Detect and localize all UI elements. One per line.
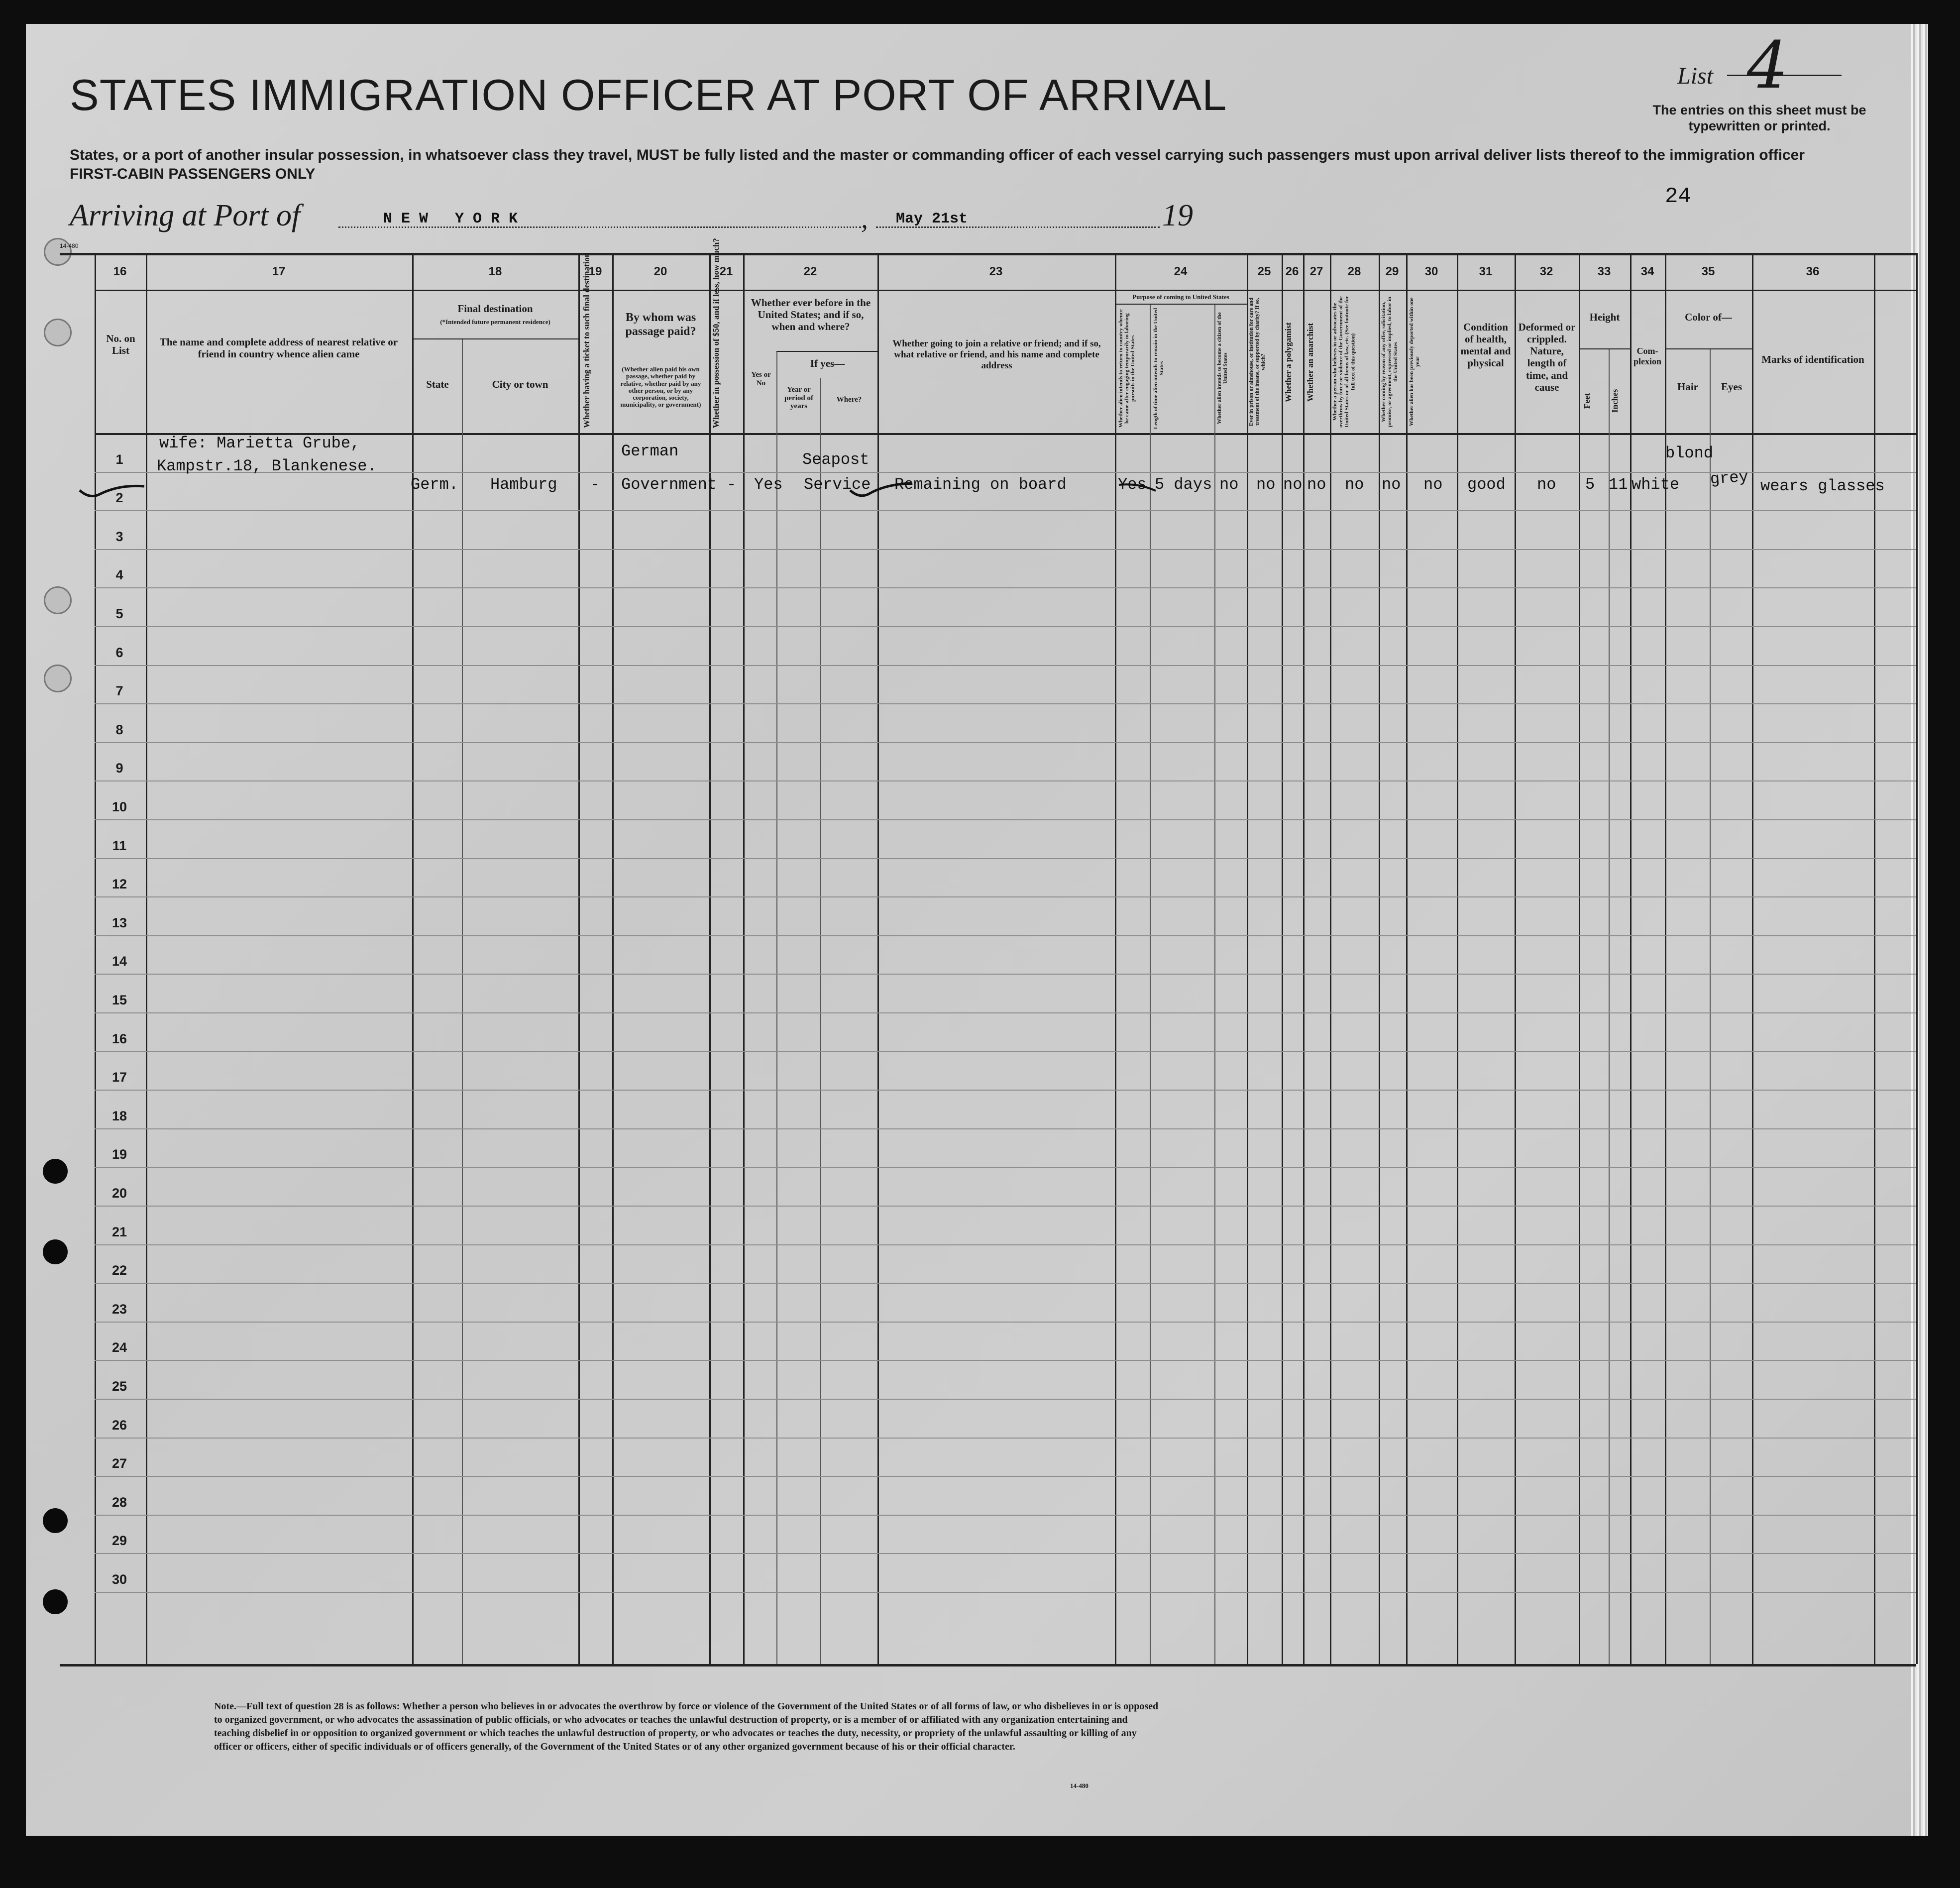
col-number: 21 [719,265,733,278]
col-number: 30 [1424,265,1438,278]
form-number-small: 14-480 [60,242,79,249]
col-number: 16 [113,265,127,278]
hdr-ticket: Whether having a ticket to such final destination [582,252,591,428]
comma: , [861,204,868,234]
col-number: 36 [1806,265,1820,278]
hdr-q28: Whether a person who believes in or advocates the overthrow by force or violence of the Government of the United States or of all forms of law, etc. (See footnote for full text of this question) [1332,296,1356,428]
entry-paid-line2: Government [621,475,717,494]
col-border [1710,348,1711,1664]
row-line [95,780,1916,781]
hdr-polygamist: Whether a polygamist [1284,322,1293,402]
form-title: STATES IMMIGRATION OFFICER AT PORT OF ARRIVAL [70,70,1227,119]
row-number: 9 [115,761,123,776]
row-number: 3 [115,529,123,544]
footnote-form-number: 14-480 [1070,1782,1089,1789]
row-line [95,1553,1916,1554]
row-number: 19 [111,1147,127,1162]
hdr-passage-note: (Whether alien paid his own passage, whether paid by relative, whether paid by any other person, or by any corporation, society, municipality, or government) [620,365,701,409]
col-border [1630,253,1632,1664]
hdr-feet: Feet [1582,393,1592,409]
col-border [412,253,414,1664]
first-cabin-label: FIRST-CABIN PASSENGERS ONLY [70,166,316,182]
row-number: 7 [115,683,123,698]
entry-q28: no [1345,475,1364,494]
col-number: 31 [1479,265,1493,278]
col-border [1874,253,1875,1664]
col-border [1609,348,1610,1664]
entry-ever-before: Yes [754,475,783,494]
col-number: 18 [488,265,502,278]
col-number: 22 [803,265,817,278]
row-line [95,858,1916,859]
hdr-no-on-list: No. on List [106,333,135,357]
binder-hole [43,1239,68,1264]
check-mark-icon [846,475,916,505]
col-border [1515,253,1516,1664]
col-number: 20 [653,265,667,278]
col-border [1752,253,1753,1664]
row-number: 13 [111,915,127,930]
row-number: 5 [115,606,123,621]
subheader-divider [776,351,877,352]
col-number: 27 [1309,265,1323,278]
row-line [95,1090,1916,1091]
entry-feet: 5 [1585,475,1595,494]
col-number: 23 [989,265,1003,278]
hdr-hair: Hair [1677,381,1698,393]
entry-complexion: white [1632,475,1680,494]
col-border [1303,253,1305,1664]
port-value: N E W Y O R K [383,211,518,227]
hdr-q30: Whether alien has been previously deported within one year [1409,297,1421,427]
col-border [820,378,821,1664]
row-line [95,935,1916,936]
col-number: 24 [1174,265,1188,278]
col-number: 29 [1385,265,1399,278]
row-number: 26 [111,1418,127,1433]
entry-relative-line2: Kampstr.18, Blankenese. [157,457,377,475]
col-number: 32 [1539,265,1553,278]
col-border [462,338,463,1664]
hdr-height: Height [1589,311,1620,323]
entry-citizen: no [1219,475,1239,494]
row-line [95,1167,1916,1168]
col-border [1282,253,1283,1664]
header-bottom-border [95,433,1916,435]
hdr-prison: Ever in prison or almshouse, or institution for care and treatment of the insane, or supported by charity? If so, which? [1248,297,1267,427]
table-top-border [60,253,1916,255]
row-number: 8 [115,722,123,737]
row-line [95,1438,1916,1439]
hdr-color-of: Color of— [1685,311,1732,323]
row-number: 21 [111,1224,127,1239]
binder-hole [43,1589,68,1614]
row-number: 11 [112,838,127,853]
row-number: 10 [111,799,127,814]
hdr-if-yes: If yes— [810,357,845,369]
row-number: 30 [111,1572,127,1587]
row-number: 23 [111,1302,127,1317]
col-border [709,253,711,1664]
row-line [95,819,1916,820]
footnote-question-28: Note.—Full text of question 28 is as follows: Whether a person who believes in or advocates the overthrow by force or violence of the Government of the United States or of all forms of law, or who disbelieves in or is opposed to organized government, or who advocates the assassination of public officials, or who advocates or teaches the unlawful destruction of property, or is a member of or affiliated with any organization entertaining and teaching disbelief in or opposition to organized government or which teaches the unlawful destruction of property, or who advocates or teaches the duty, necessity, or propriety of the unlawful assaulting or killing of any officer or officers, either of specific individuals or of officers generally, of the Government of the United States or of any other organized government because of his or their official character. [214,1701,1159,1752]
row-line [95,549,1916,550]
row-number: 12 [111,877,127,891]
row-line [95,510,1916,511]
row-number: 16 [111,1031,127,1046]
hdr-city: City or town [492,378,548,390]
row-number: 4 [115,567,123,582]
entry-relative-line1: wife: Marietta Grube, [159,434,360,452]
col-number: 17 [272,265,286,278]
entry-ticket: - [590,475,600,494]
hdr-inches: Inches [1610,389,1620,413]
table-bottom-border [60,1664,1916,1666]
row-number: 22 [111,1263,127,1278]
row-line [95,742,1916,743]
hdr-anarchist: Whether an anarchist [1306,323,1315,402]
page-stack-edge [1911,24,1928,1836]
row-line [95,1051,1916,1052]
sheet-instruction-note: The entries on this sheet must be typewritten or printed. [1652,103,1866,134]
binder-hole [44,319,72,346]
row-line [95,1206,1916,1207]
hdr-final-destination: Final destination [457,303,533,315]
row-line [95,1476,1916,1477]
hdr-where: Where? [836,396,862,404]
list-number: 4 [1747,27,1788,103]
hdr-marks: Marks of identification [1761,353,1864,365]
col-border [1665,253,1666,1664]
subheader-divider [412,338,578,339]
manifest-sheet [26,24,1922,1836]
row-number: 14 [111,954,127,969]
row-number: 25 [111,1379,127,1394]
binder-hole [43,1159,68,1184]
hdr-deformed: Deformed or crippled. Nature, length of time, and cause [1518,321,1576,393]
row-number: 27 [111,1456,127,1471]
row-line [95,1515,1916,1516]
hdr-nearest-relative: The name and complete address of nearest relative or friend in country whence alien came [159,336,398,360]
row-line [95,1399,1916,1400]
col-border [776,351,777,1664]
binder-hole [43,1508,68,1533]
col-border [743,253,745,1664]
check-mark-icon [75,475,149,505]
hdr-purpose-citizen: Whether alien intends to become a citizen of the United States [1216,312,1229,425]
hdr-final-destination-note: (*Intended future permanent residence) [440,318,550,326]
list-label: List [1677,63,1714,89]
row-number: 2 [115,490,123,505]
col-border [1457,253,1458,1664]
col-number: 26 [1285,265,1299,278]
row-number: 15 [111,993,127,1007]
entry-inches: 11 [1609,475,1628,494]
row-number: 29 [111,1533,127,1548]
row-number: 28 [111,1495,127,1510]
date-value: May 21st [896,211,968,227]
entry-health: good [1467,475,1506,494]
colnum-divider [95,290,1916,291]
entry-possession: - [727,475,737,494]
hdr-purpose: Purpose of coming to United States [1132,293,1229,301]
row-line [95,1012,1916,1013]
row-line [95,587,1916,588]
row-line [95,896,1916,897]
col-border [1330,253,1331,1664]
row-line [95,1360,1916,1361]
col-border [146,253,147,1664]
instructions-text: States, or a port of another insular possession, in whatsoever class they travel, MUST be fully listed and the master or commanding officer of each vessel carrying such passengers must upon arrival deliver lists thereof to the immigration officer [70,147,1805,163]
hdr-purpose-length: Length of time alien intends to remain in the United States [1153,308,1165,429]
entry-paid-line1: German [621,442,679,460]
hdr-year-period: Year or period of years [784,386,813,410]
col-border [1214,304,1215,1664]
col-border [578,253,580,1664]
col-number: 35 [1701,265,1715,278]
col-border [1916,253,1918,1664]
hdr-passage-paid: By whom was passage paid? [625,311,696,338]
strike-through-mark [1118,478,1158,498]
entry-q29: no [1382,475,1401,494]
row-number: 6 [115,645,123,660]
entry-city: Hamburg [490,475,557,494]
col-number: 34 [1640,265,1654,278]
entry-deformed: no [1537,475,1556,494]
arriving-label: Arriving at Port of [70,199,301,232]
row-line [95,665,1916,666]
hdr-joining: Whether going to join a relative or friend; and if so, what relative or friend, and his name and complete address [892,338,1101,371]
entry-state: Germ. [411,475,459,494]
row-line [95,703,1916,704]
col-number: 25 [1257,265,1271,278]
col-border [1150,304,1151,1664]
hdr-state: State [426,378,449,390]
row-number: 1 [115,452,123,467]
hdr-possession-50: Whether in possession of $50, and if less, how much? [711,238,721,428]
row-line [95,974,1916,975]
binder-hole [44,665,72,692]
binder-hole [44,586,72,614]
col-border [877,253,879,1664]
hdr-health: Condition of health, mental and physical [1460,321,1511,369]
hdr-purpose-return: Whether alien intends to return to country whence he came after engaging temporarily in laboring pursuits in the United States [1118,309,1136,428]
row-line [95,1244,1916,1245]
row-line [95,1592,1916,1593]
row-line [95,626,1916,627]
col-border [612,253,614,1664]
entry-eyes: grey [1709,467,1749,489]
col-border [1406,253,1408,1664]
hdr-ever-before: Whether ever before in the United States; and if so, when and where? [751,297,871,333]
row-number: 24 [111,1340,127,1355]
entry-purpose-return: Yes [1118,475,1147,494]
row-number: 18 [111,1109,127,1123]
col-border [1247,253,1248,1664]
entry-q30: no [1423,475,1443,494]
hdr-complexion: Com- plexion [1633,346,1661,366]
subheader-divider [1115,304,1247,305]
hdr-q29: Whether coming by reason of any offer, solicitation, promise, or agreement, expressed or implied, to labor in the United States [1381,297,1399,427]
year-suffix: 24 [1665,184,1691,209]
col-number: 19 [588,265,602,278]
hdr-eyes: Eyes [1721,381,1742,393]
row-line [95,1128,1916,1129]
entry-length: 5 days [1155,475,1212,494]
col-border [1579,253,1580,1664]
entry-anarchist: no [1307,475,1326,494]
entry-prison: no [1256,475,1276,494]
col-border [95,253,96,1664]
row-line [95,1322,1916,1323]
subheader-divider [1579,348,1630,349]
row-number: 20 [111,1186,127,1201]
hdr-yes-no: Yes or No [751,371,771,387]
col-border [1379,253,1380,1664]
year-prefix: 19 [1162,199,1193,232]
entry-marks: wears glasses [1760,477,1885,495]
col-border [1115,253,1116,1664]
entry-polygamist: no [1283,475,1303,494]
entry-hair: blond [1665,444,1714,462]
col-number: 28 [1347,265,1361,278]
entry-where-line1: Seapost [802,450,870,469]
entry-joining: Remaining on board [894,475,1067,494]
entry-where-line2: Service [804,475,871,494]
row-number: 17 [111,1070,127,1085]
row-line [95,1283,1916,1284]
subheader-divider [1665,348,1752,349]
col-number: 33 [1597,265,1611,278]
